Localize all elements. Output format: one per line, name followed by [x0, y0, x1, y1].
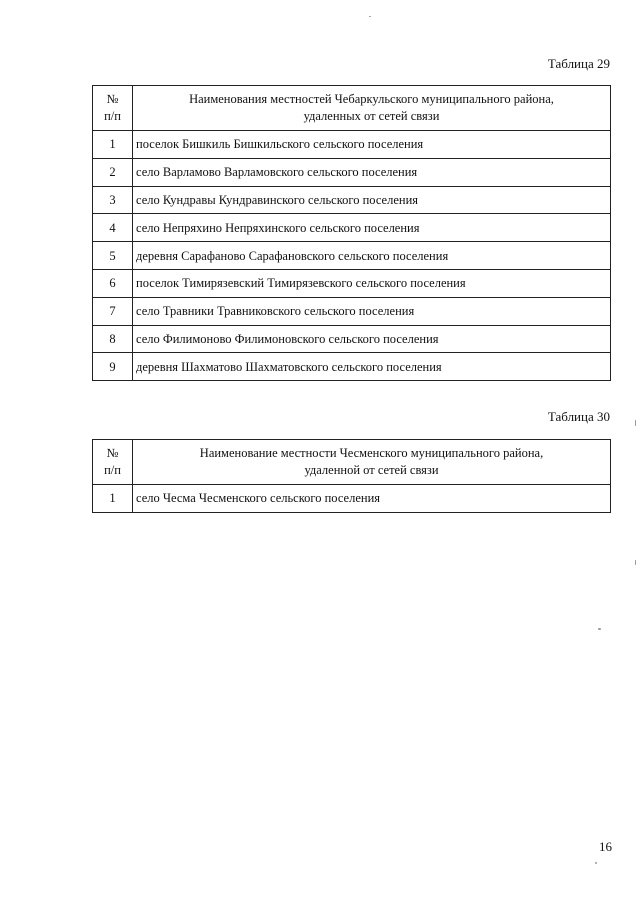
table-row	[93, 297, 611, 325]
column-header-number	[93, 440, 133, 485]
row-locality-name: село Варламово Варламовского сельского поселения	[133, 158, 611, 186]
row-number: 5	[93, 242, 133, 270]
column-header-number-line2: п/п	[104, 463, 121, 477]
row-locality-name: деревня Сарафаново Сарафановского сельского поселения	[133, 242, 611, 270]
scan-speck	[598, 628, 601, 630]
table-header-row	[93, 440, 611, 485]
scan-speck	[635, 420, 636, 426]
table-29	[92, 85, 611, 381]
row-locality-name: село Непряхино Непряхинского сельского поселения	[133, 214, 611, 242]
row-number: 1	[93, 131, 133, 159]
column-header-name-line2: удаленных от сетей связи	[303, 109, 440, 123]
column-header-name-line1: Наименования местностей Чебаркульского муниципального района,	[189, 92, 554, 106]
column-header-number-line2: п/п	[104, 109, 121, 123]
row-locality-name: поселок Тимирязевский Тимирязевского сельского поселения	[133, 269, 611, 297]
row-number: 1	[93, 485, 133, 513]
table-30	[92, 439, 611, 513]
page-number: 16	[599, 839, 612, 854]
row-locality-name: село Кундравы Кундравинского сельского поселения	[133, 186, 611, 214]
table-row	[93, 269, 611, 297]
table-row	[93, 242, 611, 270]
scan-speck	[595, 862, 597, 864]
table-30-caption: Таблица 30	[547, 409, 610, 424]
row-number: 7	[93, 297, 133, 325]
table-row	[93, 158, 611, 186]
row-number: 8	[93, 325, 133, 353]
table-row	[93, 325, 611, 353]
row-locality-name: поселок Бишкиль Бишкильского сельского поселения	[133, 131, 611, 159]
table-row	[93, 353, 611, 381]
table-header-row	[93, 86, 611, 131]
row-number: 2	[93, 158, 133, 186]
row-locality-name: деревня Шахматово Шахматовского сельского поселения	[133, 353, 611, 381]
row-locality-name: село Травники Травниковского сельского поселения	[133, 297, 611, 325]
column-header-number	[93, 86, 133, 131]
column-header-number-line1: №	[106, 92, 119, 106]
table-row	[93, 214, 611, 242]
column-header-number-line1: №	[106, 446, 119, 460]
column-header-name	[133, 86, 611, 131]
scan-speck	[369, 16, 371, 17]
row-number: 6	[93, 269, 133, 297]
table-row	[93, 485, 611, 513]
row-number: 9	[93, 353, 133, 381]
scan-speck	[635, 560, 636, 565]
table-row	[93, 131, 611, 159]
column-header-name-line2: удаленной от сетей связи	[304, 463, 439, 477]
row-locality-name: село Чесма Чесменского сельского поселения	[133, 485, 611, 513]
table-row	[93, 186, 611, 214]
row-number: 4	[93, 214, 133, 242]
column-header-name-line1: Наименование местности Чесменского муниципального района,	[199, 446, 544, 460]
row-locality-name: село Филимоново Филимоновского сельского поселения	[133, 325, 611, 353]
row-number: 3	[93, 186, 133, 214]
column-header-name	[133, 440, 611, 485]
table-29-caption: Таблица 29	[547, 56, 610, 71]
